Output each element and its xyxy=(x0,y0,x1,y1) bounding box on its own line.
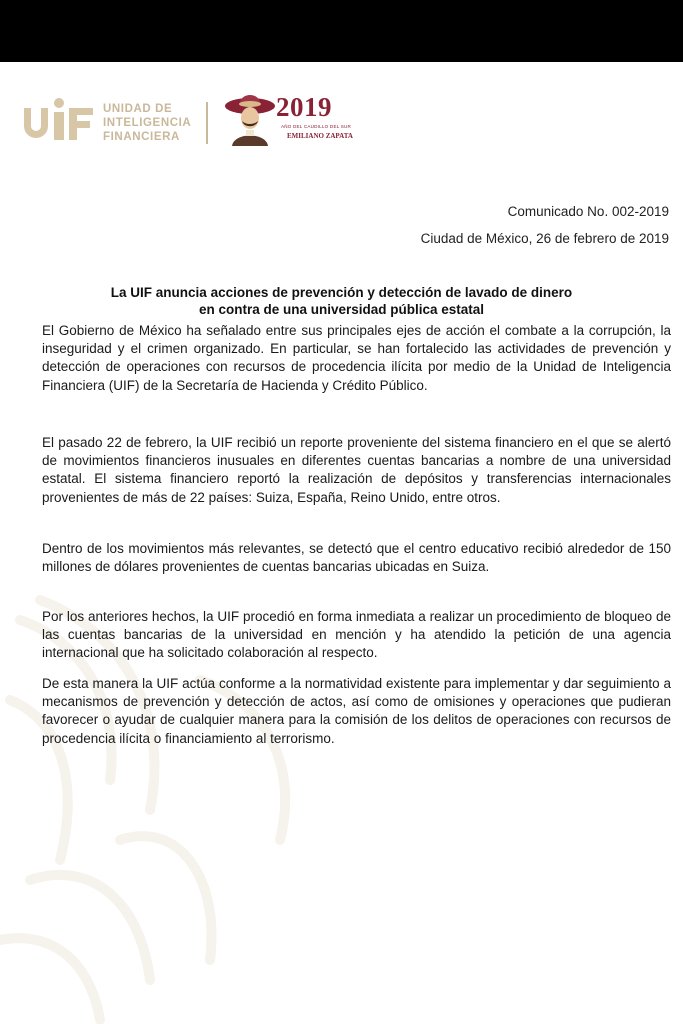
communique-number: Comunicado No. 002-2019 xyxy=(507,204,669,219)
uif-name-line-1: UNIDAD DE xyxy=(103,103,173,115)
uif-name-line-3: FINANCIERA xyxy=(103,131,180,143)
year-subtitle: AÑO DEL CAUDILLO DEL SUR xyxy=(281,124,352,129)
uif-name xyxy=(103,102,191,144)
title-line-2: en contra de una universidad pública estatal xyxy=(198,302,485,317)
paragraph-3: Dentro de los movimientos más relevantes, se detectó que el centro educativo recibió alrededor de 150 millones de dólares provenientes de cuentas bancarias ubicadas en Suiza. xyxy=(42,541,671,575)
paragraph-5: De esta manera la UIF actúa conforme a la normatividad existente para implementar y dar seguimiento a mecanismos de prevención y detección de actos, así como de omisiones y operaciones que pudieran favorecer o ayudar de cualquier manera para la comisión de los delitos de operaciones con recursos de procedencia ilícita o financiamiento al terrorismo. xyxy=(42,676,671,746)
letterhead xyxy=(0,62,683,182)
year-honoree: EMILIANO ZAPATA xyxy=(287,132,353,140)
place-date: Ciudad de México, 26 de febrero de 2019 xyxy=(420,231,669,246)
year-2019: 2019 xyxy=(276,92,332,122)
title-line-1: La UIF anuncia acciones de prevención y detección de lavado de dinero xyxy=(110,285,573,300)
paragraph-2: El pasado 22 de febrero, la UIF recibió un reporte proveniente del sistema financiero en el que se alertó de movimientos financieros inusuales en diferentes cuentas bancarias a nombre de una universidad estatal. El sistema financiero reportó la realización de depósitos y transferencias internacionales provenientes de más de 22 países: Suiza, España, Reino Unido, entre otros. xyxy=(42,435,671,505)
uif-logo-icon xyxy=(22,98,96,142)
document-title xyxy=(40,284,643,318)
top-black-bar xyxy=(0,0,683,62)
header-divider xyxy=(206,102,208,144)
paragraph-1: El Gobierno de México ha señalado entre sus principales ejes de acción el combate a la corrupción, la inseguridad y el crimen organizado. En particular, se han fortalecido las actividades de prevención y detección de operaciones con recursos de procedencia ilícita por medio de la Unidad de Inteligencia Financiera (UIF) de la Secretaría de Hacienda y Crédito Público. xyxy=(42,323,671,393)
paragraph-4: Por los anteriores hechos, la UIF procedió en forma inmediata a realizar un procedimiento de bloqueo de las cuentas bancarias de la universidad en mención y ha atendido la petición de una agencia internacional que ha solicitado colaboración al respecto. xyxy=(42,609,671,661)
uif-name-line-2: INTELIGENCIA xyxy=(103,117,192,129)
zapata-portrait-icon xyxy=(224,90,276,146)
